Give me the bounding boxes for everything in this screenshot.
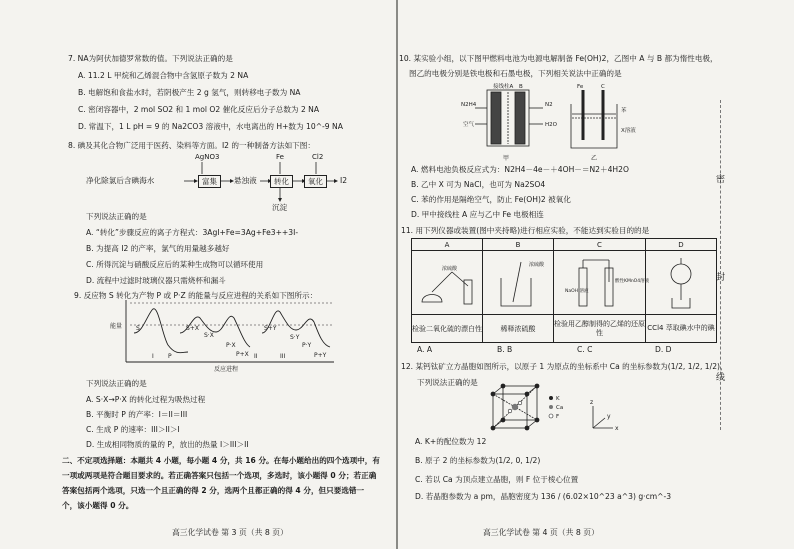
page-4: [397, 0, 794, 549]
legend-f: F: [556, 414, 560, 420]
q10-option-a: A. 燃料电池负极反应式为：N2H4－4e－＋4OH－＝N2＋4H2O: [411, 165, 629, 174]
q11-option-b: B. B: [497, 345, 513, 354]
svg-text:P: P: [168, 353, 172, 360]
footer-page4: 高三化学试卷 第 4 页（共 8 页）: [483, 528, 599, 537]
q12-stem: 12. 某钙钛矿立方晶胞如图所示，以原子 1 为原点的坐标系中 Ca 的坐标参数为(1/2, 1/2, 1/2)，: [401, 362, 728, 371]
q9-option-b: B. 平衡时 P 的产率：I＝II＝III: [86, 410, 188, 419]
svg-text:S·Y: S·Y: [290, 334, 300, 341]
svg-text:P+X: P+X: [236, 351, 249, 358]
svg-text:S·X: S·X: [204, 332, 214, 339]
footer-page3: 高三化学试卷 第 3 页（共 8 页）: [172, 528, 288, 537]
svg-text:N2: N2: [545, 102, 553, 108]
svg-text:I: I: [152, 353, 154, 360]
svg-text:能量: 能量: [110, 323, 123, 330]
margin-feng: 封: [716, 273, 726, 283]
q10-option-d: D. 甲中接线柱 A 应与乙中 Fe 电极相连: [411, 210, 544, 219]
q8-option-c: C. 所得沉淀与硝酸反应后的某种生成物可以循环使用: [86, 260, 264, 269]
svg-text:S: S: [136, 325, 140, 332]
q10-option-b: B. 乙中 X 可为 NaCl，也可为 Na2SO4: [411, 180, 546, 189]
inner-label-a: 浓硫酸: [442, 265, 458, 272]
q11-header-d: D: [646, 239, 717, 251]
q12-sub: 下列说法正确的是: [417, 378, 478, 387]
q12-option-c: C. 若以 Ca 为顶点建立晶胞，则 F 位于棱心位置: [415, 475, 579, 484]
inner-label-c1: NaOH 溶液: [564, 288, 588, 294]
fig-label-jia: 甲: [503, 155, 510, 162]
svg-text:P·Y: P·Y: [302, 342, 312, 349]
svg-text:空气: 空气: [463, 122, 475, 128]
margin-mi: 密: [716, 175, 726, 185]
flow-step-oxidize: 氧化: [304, 175, 327, 188]
svg-text:III: III: [280, 353, 286, 360]
svg-text:Fe: Fe: [577, 84, 584, 90]
svg-text:接线柱A: 接线柱A: [493, 84, 514, 90]
section2-line4: 个，该小题得 0 分。: [62, 501, 134, 510]
q8-option-d: D. 流程中过滤时玻璃仪器只需烧杯和漏斗: [86, 276, 226, 285]
q11-header-c: C: [554, 239, 646, 251]
q11-header-b: B: [483, 239, 554, 251]
q8-stem: 8. 碘及其化合物广泛用于医药、染料等方面。I2 的一种制备方法如下图：: [68, 141, 315, 150]
q10-stem-2: 图乙的电极分别是铁电极和石墨电极，下列相关说法中正确的是: [409, 69, 622, 78]
legend-ca: Ca: [556, 405, 564, 411]
q8-sub: 下列说法正确的是: [86, 212, 147, 221]
svg-text:N2H4: N2H4: [461, 102, 477, 108]
q12-option-d: D. 若晶胞参数为 a pm，晶胞密度为 136 / (6.02×10^23 a^3) g·cm^-3: [415, 492, 672, 501]
svg-text:H2O: H2O: [545, 122, 557, 128]
q9-option-a: A. S·X→P·X 的转化过程为吸热过程: [86, 395, 206, 404]
flow-byproduct: 沉淀: [272, 203, 288, 212]
svg-text:B: B: [519, 84, 523, 90]
svg-text:反应进程: 反应进程: [214, 366, 239, 373]
svg-text:苯: 苯: [621, 108, 627, 114]
q12-crystal-cell: [397, 0, 794, 549]
svg-text:S+X: S+X: [186, 325, 199, 332]
svg-text:X溶液: X溶液: [621, 128, 636, 134]
inner-label-c2: 酸性KMnO4溶液: [614, 278, 649, 284]
legend-k: K: [556, 396, 560, 402]
q9-stem: 9. 反应物 S 转化为产物 P 或 P·Z 的能量与反应进程的关系如下图所示：: [74, 291, 318, 300]
svg-text:P·X: P·X: [226, 342, 236, 349]
svg-text:II: II: [254, 353, 258, 360]
q10-stem-1: 10. 某实验小组，以下图甲燃料电池为电源电解制备 Fe(OH)2，乙图中 A 与 B 都为惰性电极，: [399, 54, 718, 63]
axis-y: y: [607, 413, 611, 420]
q11-purpose-a: 检验二氧化硫的漂白性: [412, 315, 483, 343]
q11-header-a: A: [412, 239, 483, 251]
q11-purpose-b: 稀释浓硫酸: [483, 315, 554, 343]
q11-option-c: C. C: [577, 345, 593, 354]
q9-option-d: D. 生成相同物质的量的 P，放出的热量 I＞III＞II: [86, 440, 249, 449]
q7-stem: 7. NA为阿伏加德罗常数的值。下列说法正确的是: [68, 54, 233, 63]
q11-stem: 11. 用下列仪器或装置(图中夹持略)进行相应实验，不能达到实验目的的是: [401, 226, 650, 235]
q8-option-a: A. “转化”步骤反应的离子方程式：3AgI+Fe=3Ag+Fe3++3I-: [86, 228, 299, 237]
svg-text:P+Y: P+Y: [314, 352, 327, 359]
axis-z: z: [590, 399, 594, 406]
q11-option-a: A. A: [417, 345, 433, 354]
q7-option-b: B. 电解饱和食盐水时，若阴极产生 2 g 氢气，则转移电子数为 NA: [78, 88, 301, 97]
svg-text:S+Y: S+Y: [264, 325, 277, 332]
flow-reagent-cl2: Cl2: [312, 153, 324, 161]
q12-option-a: A. K+的配位数为 12: [415, 437, 487, 446]
flow-intermediate: 悬浊液: [234, 176, 257, 185]
path-i: [134, 309, 188, 353]
svg-text:浓硫酸: 浓硫酸: [529, 261, 545, 268]
section2-line3: 答案包括两个选项，只选一个且正确的得 2 分，选两个且都正确的得 4 分，但只要选错一: [62, 486, 365, 495]
flow-step-convert: 转化: [270, 175, 293, 188]
flow-reagent-fe: Fe: [276, 153, 284, 161]
axis-x: x: [615, 425, 619, 432]
flow-step-enrich: 富集: [198, 175, 221, 188]
q11-purpose-c: 检验用乙醇制得的乙烯的还原性: [554, 315, 646, 343]
section2-line2: 一项或两项是符合题目要求的。若正确答案只包括一个选项，多选时，该小题得 0 分；若正确: [62, 471, 377, 480]
q7-option-c: C. 密闭容器中，2 mol SO2 和 1 mol O2 催化反应后分子总数为 2 NA: [78, 105, 320, 114]
q10-option-c: C. 苯的作用是隔绝空气，防止 Fe(OH)2 被氧化: [411, 195, 571, 204]
svg-text:C: C: [601, 84, 605, 90]
q12-option-b: B. 原子 2 的坐标参数为(1/2, 0, 1/2): [415, 456, 541, 465]
q7-option-d: D. 常温下，1 L pH = 9 的 Na2CO3 溶液中，水电离出的 H+数为 10^-9 NA: [78, 122, 343, 131]
flow-reagent-agno3: AgNO3: [195, 153, 220, 161]
margin-xian: 线: [716, 373, 726, 383]
q11-option-d: D. D: [655, 345, 672, 354]
q8-option-b: B. 为提高 I2 的产率，氯气的用量越多越好: [86, 244, 230, 253]
q9-sub: 下列说法正确的是: [86, 379, 147, 388]
section2-line1: 二、不定项选择题：本题共 4 小题，每小题 4 分，共 16 分。在每小题给出的四个选项中，有: [62, 456, 380, 465]
q9-option-c: C. 生成 P 的速率：III＞II＞I: [86, 425, 180, 434]
q7-option-a: A. 11.2 L 甲烷和乙烯混合物中含氢原子数为 2 NA: [78, 71, 249, 80]
fig-label-yi: 乙: [591, 155, 598, 162]
flow-source: 净化除氯后含碘海水: [86, 176, 155, 185]
flow-product: I2: [340, 176, 348, 185]
q11-purpose-d: CCl4 萃取碘水中的碘: [646, 315, 717, 343]
